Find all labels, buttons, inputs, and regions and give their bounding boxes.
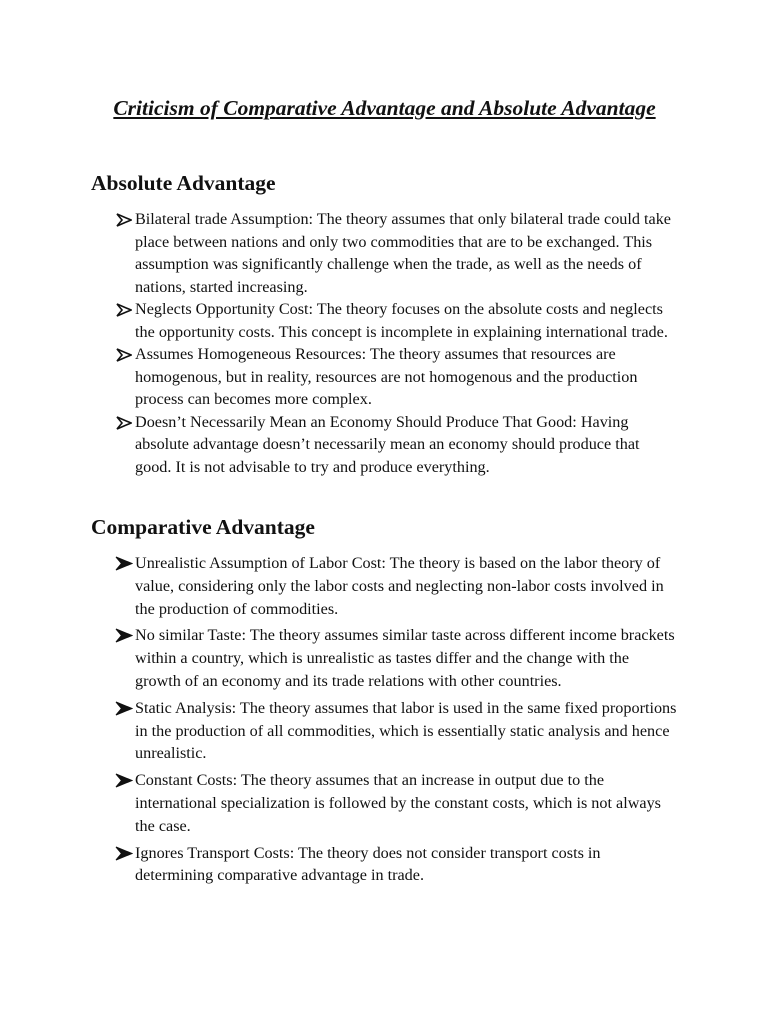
list-item: [91, 697, 678, 765]
arrowhead-bullet-icon: [115, 773, 133, 788]
list-item: [91, 552, 678, 620]
list-item: [91, 298, 678, 343]
arrowhead-bullet-icon: [116, 303, 132, 317]
section-heading-comparative-advantage: Comparative Advantage: [91, 515, 315, 539]
list-item: [91, 411, 678, 479]
list-item: [91, 343, 678, 411]
arrowhead-bullet-icon: [115, 701, 133, 716]
list-item-text: Unrealistic Assumption of Labor Cost: The theory is based on the labor theory of value, considering only the labor costs and neglecting non-labor costs involved in the production of commodities.: [135, 554, 664, 618]
list-item-text: Static Analysis: The theory assumes that labor is used in the same fixed proportions in the production of all commodities, which is essentially static analysis and hence unrealistic.: [135, 698, 677, 763]
list-item-text: Ignores Transport Costs: The theory does not consider transport costs in determining comparative advantage in trade.: [135, 843, 601, 885]
list-item-text: Constant Costs: The theory assumes that an increase in output due to the international specialization is followed by the constant costs, which is not always the case.: [135, 771, 661, 835]
list-item: [91, 842, 678, 888]
list-item-text: Neglects Opportunity Cost: The theory focuses on the absolute costs and neglects the opportunity costs. This concept is incomplete in explaining international trade.: [135, 300, 668, 341]
list-item-text: No similar Taste: The theory assumes similar taste across different income brackets within a country, which is unrealistic as tastes differ and the change with the growth of an economy and its trade relations with other countries.: [135, 626, 675, 690]
arrowhead-bullet-icon: [116, 348, 132, 362]
arrowhead-bullet-icon: [116, 213, 132, 227]
list-item-text: Bilateral trade Assumption: The theory assumes that only bilateral trade could take place between nations and only two commodities that are to be exchanged. This assumption was significantly challenge when the trade, as well as the needs of nations, started increasing.: [135, 210, 671, 296]
arrowhead-bullet-icon: [115, 556, 133, 571]
section-heading-absolute-advantage: Absolute Advantage: [91, 171, 276, 195]
list-item-text: Assumes Homogeneous Resources: The theory assumes that resources are homogenous, but in reality, resources are not homogenous and the production process can becomes more complex.: [135, 345, 638, 408]
list-item: [91, 769, 678, 837]
arrowhead-bullet-icon: [115, 628, 133, 643]
arrowhead-bullet-icon: [115, 846, 133, 861]
list-item: [91, 624, 678, 692]
document-title: Criticism of Comparative Advantage and Absolute Advantage: [113, 96, 656, 120]
bullet-list-absolute-advantage: [91, 208, 678, 478]
list-item-text: Doesn’t Necessarily Mean an Economy Should Produce That Good: Having absolute advantage doesn’t necessarily mean an economy should produce that good. It is not advisable to try and produce everything.: [135, 412, 640, 476]
arrowhead-bullet-icon: [116, 416, 132, 430]
list-item: [91, 208, 678, 298]
bullet-list-comparative-advantage: [91, 552, 678, 887]
